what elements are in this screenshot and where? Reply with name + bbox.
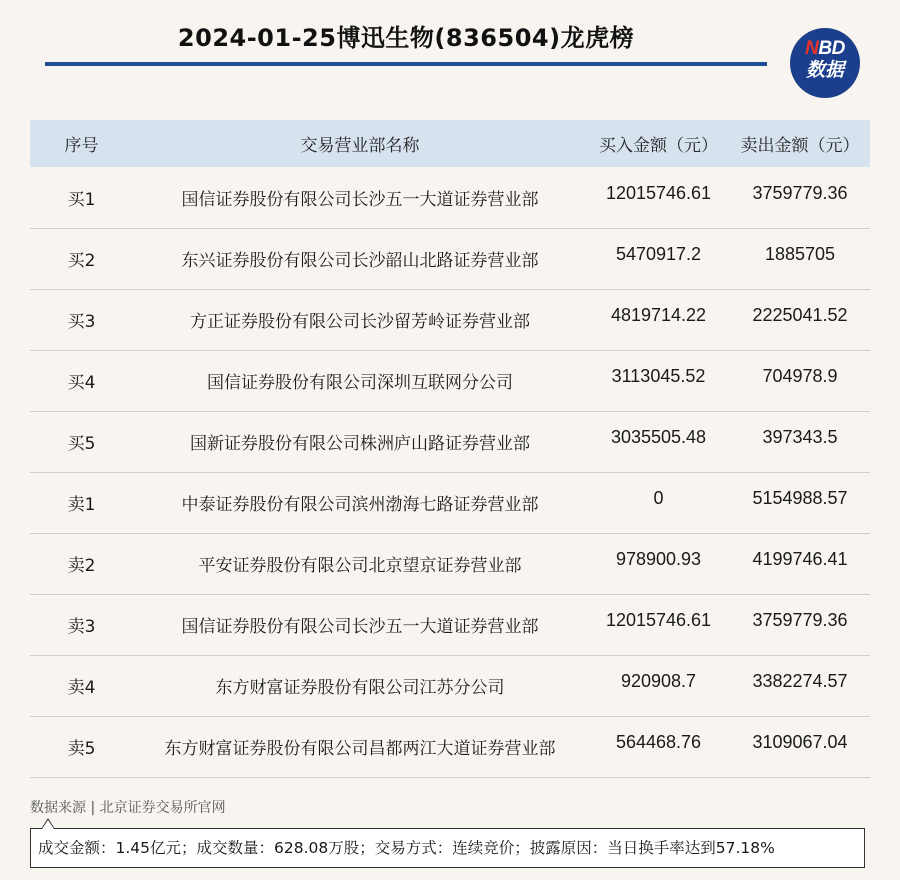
row-buy-amount: 12015746.61: [587, 167, 730, 228]
table-header-row: [30, 120, 870, 167]
row-broker-name: 东兴证券股份有限公司长沙韶山北路证券营业部: [133, 228, 587, 289]
row-buy-amount: 3035505.48: [587, 411, 730, 472]
row-buy-amount: 564468.76: [587, 716, 730, 777]
row-seq: 卖3: [30, 594, 133, 655]
row-buy-amount: 920908.7: [587, 655, 730, 716]
row-broker-name: 国新证券股份有限公司株洲庐山路证券营业部: [133, 411, 587, 472]
table-row: [30, 594, 870, 655]
row-sell-amount: 397343.5: [730, 411, 870, 472]
logo-bd: BD: [818, 38, 845, 59]
row-buy-amount: 978900.93: [587, 533, 730, 594]
row-seq: 卖1: [30, 472, 133, 533]
row-seq: 卖2: [30, 533, 133, 594]
row-buy-amount: 4819714.22: [587, 289, 730, 350]
data-source: 数据来源 | 北京证券交易所官网: [30, 800, 226, 816]
table-row: [30, 533, 870, 594]
row-buy-amount: 5470917.2: [587, 228, 730, 289]
row-seq: 买4: [30, 350, 133, 411]
table-row: [30, 472, 870, 533]
row-seq: 买3: [30, 289, 133, 350]
row-sell-amount: 4199746.41: [730, 533, 870, 594]
callout-pointer-fill: [42, 820, 54, 829]
row-seq: 卖5: [30, 716, 133, 777]
row-sell-amount: 2225041.52: [730, 289, 870, 350]
row-sell-amount: 704978.9: [730, 350, 870, 411]
row-broker-name: 国信证券股份有限公司深圳互联网分公司: [133, 350, 587, 411]
table-row: [30, 411, 870, 472]
row-sell-amount: 5154988.57: [730, 472, 870, 533]
column-header-buy: 买入金额（元）: [599, 136, 718, 156]
row-broker-name: 东方财富证券股份有限公司昌都两江大道证券营业部: [133, 716, 587, 777]
row-broker-name: 中泰证券股份有限公司滨州渤海七路证券营业部: [133, 472, 587, 533]
column-header-name: 交易营业部名称: [300, 136, 420, 156]
row-sell-amount: 3759779.36: [730, 167, 870, 228]
trade-summary-box: 成交金额：1.45亿元；成交数量：628.08万股；交易方式：连续竞价；披露原因：当日换手率达到57.18%: [30, 828, 865, 868]
row-broker-name: 国信证券股份有限公司长沙五一大道证券营业部: [133, 167, 587, 228]
row-buy-amount: 12015746.61: [587, 594, 730, 655]
table-row: [30, 655, 870, 716]
row-broker-name: 东方财富证券股份有限公司江苏分公司: [133, 655, 587, 716]
logo-subtitle: 数据: [805, 59, 844, 81]
table-row: [30, 716, 870, 777]
table-row: [30, 350, 870, 411]
row-seq: 买1: [30, 167, 133, 228]
row-seq: 卖4: [30, 655, 133, 716]
row-seq: 买2: [30, 228, 133, 289]
page-title: 2024-01-25博迅生物(836504)龙虎榜: [177, 24, 635, 52]
table-row: [30, 289, 870, 350]
table-row: [30, 228, 870, 289]
dragon-tiger-table: [30, 120, 870, 778]
row-buy-amount: 3113045.52: [587, 350, 730, 411]
title-underline: [45, 62, 767, 66]
row-sell-amount: 3109067.04: [730, 716, 870, 777]
row-seq: 买5: [30, 411, 133, 472]
row-broker-name: 国信证券股份有限公司长沙五一大道证券营业部: [133, 594, 587, 655]
row-broker-name: 平安证券股份有限公司北京望京证券营业部: [133, 533, 587, 594]
row-buy-amount: 0: [587, 472, 730, 533]
column-header-sell: 卖出金额（元）: [740, 136, 860, 156]
table-row: [30, 167, 870, 228]
nbd-logo: [790, 28, 860, 98]
row-sell-amount: 3759779.36: [730, 594, 870, 655]
row-broker-name: 方正证券股份有限公司长沙留芳岭证券营业部: [133, 289, 587, 350]
column-header-seq: 序号: [64, 136, 99, 156]
logo-n: N: [805, 38, 819, 59]
row-sell-amount: 3382274.57: [730, 655, 870, 716]
row-sell-amount: 1885705: [730, 228, 870, 289]
logo-wordmark: [790, 39, 860, 59]
